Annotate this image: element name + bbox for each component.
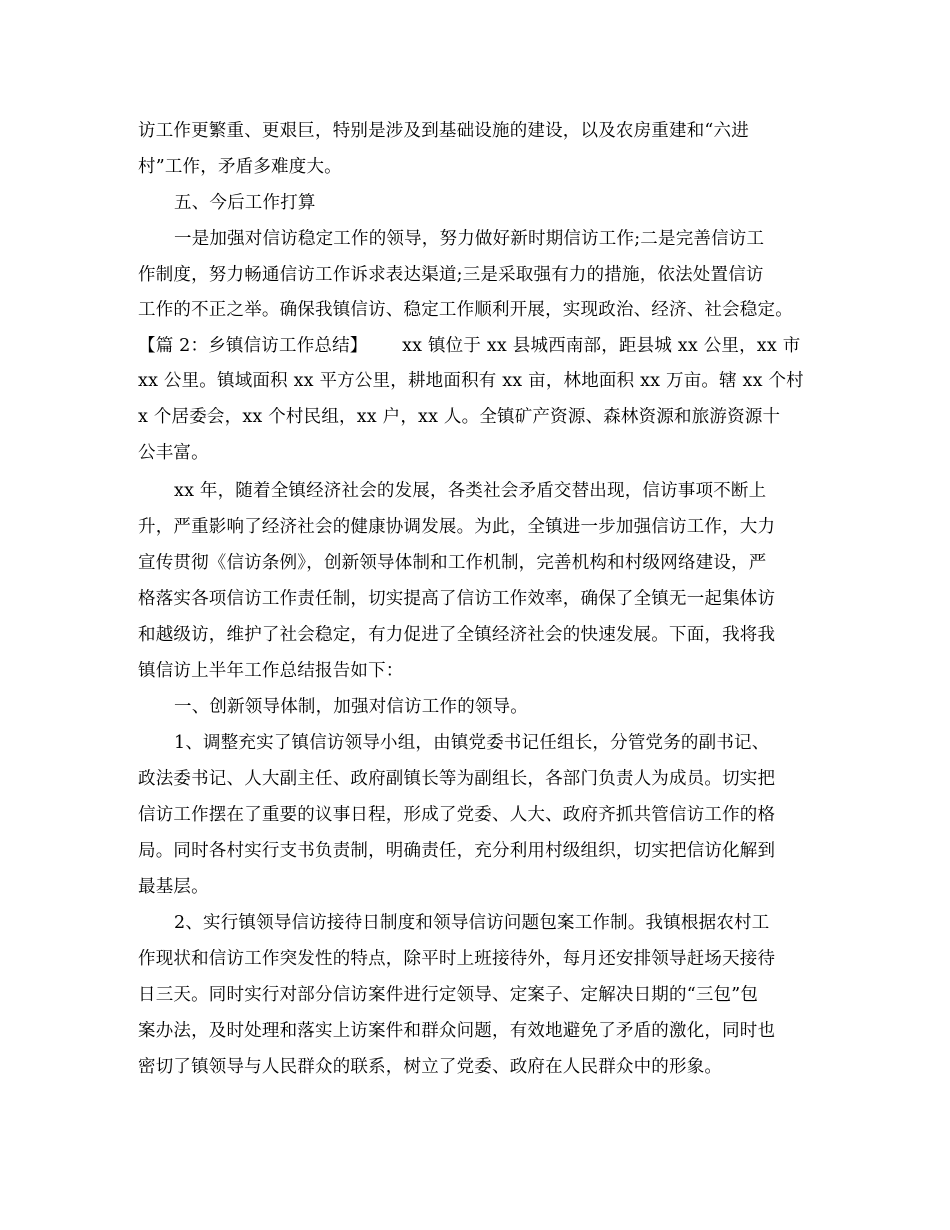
text-line: xx 年，随着全镇经济社会的发展，各类社会矛盾交替出现，信访事项不断上: [174, 481, 767, 501]
text-line: xx 公里。镇域面积 xx 平方公里，耕地面积有 xx 亩，林地面积 xx 万亩。辖 xx 个村: [138, 371, 804, 391]
text-line: 镇信访上半年工作总结报告如下：: [138, 661, 404, 681]
text-line: 访工作更繁重、更艰巨，特别是涉及到基础设施的建设，以及农房重建和“六进: [138, 121, 749, 141]
text-line: 村”工作，矛盾多难度大。: [138, 157, 342, 177]
text-line: 格落实各项信访工作责任制，切实提高了信访工作效率，确保了全镇无一起集体访: [138, 589, 776, 609]
text-line: 一是加强对信访稳定工作的领导，努力做好新时期信访工作;二是完善信访工: [174, 229, 765, 249]
text-line: 最基层。: [138, 877, 209, 897]
text-line: x 个居委会，xx 个村民组，xx 户，xx 人。全镇矿产资源、森林资源和旅游资源十: [138, 407, 781, 427]
text-line: 局。同时各村实行支书负责制，明确责任，充分利用村级组织，切实把信访化解到: [138, 841, 776, 861]
text-line: 公丰富。: [138, 443, 209, 463]
text-line: 工作的不正之举。确保我镇信访、稳定工作顺利开展，实现政治、经济、社会稳定。: [138, 300, 793, 320]
section-heading: 五、今后工作打算: [174, 193, 316, 213]
section-heading: 一、创新领导体制，加强对信访工作的领导。: [174, 697, 528, 717]
article-title-line: 【篇 2：乡镇信访工作总结】 xx 镇位于 xx 县城西南部，距县城 xx 公里，xx 市: [138, 336, 801, 356]
text-line: 密切了镇领导与人民群众的联系，树立了党委、政府在人民群众中的形象。: [138, 1057, 723, 1077]
text-line: 宣传贯彻《信访条例》，创新领导体制和工作机制，完善机构和村级网络建设，严: [138, 553, 767, 573]
text-line: 信访工作摆在了重要的议事日程，形成了党委、人大、政府齐抓共管信访工作的格: [138, 805, 776, 825]
text-line: 作制度，努力畅通信访工作诉求表达渠道;三是采取强有力的措施，依法处置信访: [138, 265, 764, 285]
text-line: 政法委书记、人大副主任、政府副镇长等为副组长，各部门负责人为成员。切实把: [138, 769, 776, 789]
text-line: 日三天。同时实行对部分信访案件进行定领导、定案子、定解决日期的“三包”包: [138, 985, 759, 1005]
text-line: 案办法，及时处理和落实上访案件和群众问题，有效地避免了矛盾的激化，同时也: [138, 1021, 776, 1041]
text-line: 升，严重影响了经济社会的健康协调发展。为此，全镇进一步加强信访工作，大力: [138, 517, 776, 537]
text-line: 2、实行镇领导信访接待日制度和领导信访问题包案工作制。我镇根据农村工: [174, 913, 770, 933]
text-line: 和越级访，维护了社会稳定，有力促进了全镇经济社会的快速发展。下面，我将我: [138, 625, 776, 645]
text-line: 1、调整充实了镇信访领导小组，由镇党委书记任组长，分管党务的副书记、: [174, 733, 770, 753]
text-line: 作现状和信访工作突发性的特点，除平时上班接待外，每月还安排领导赶场天接待: [138, 949, 776, 969]
